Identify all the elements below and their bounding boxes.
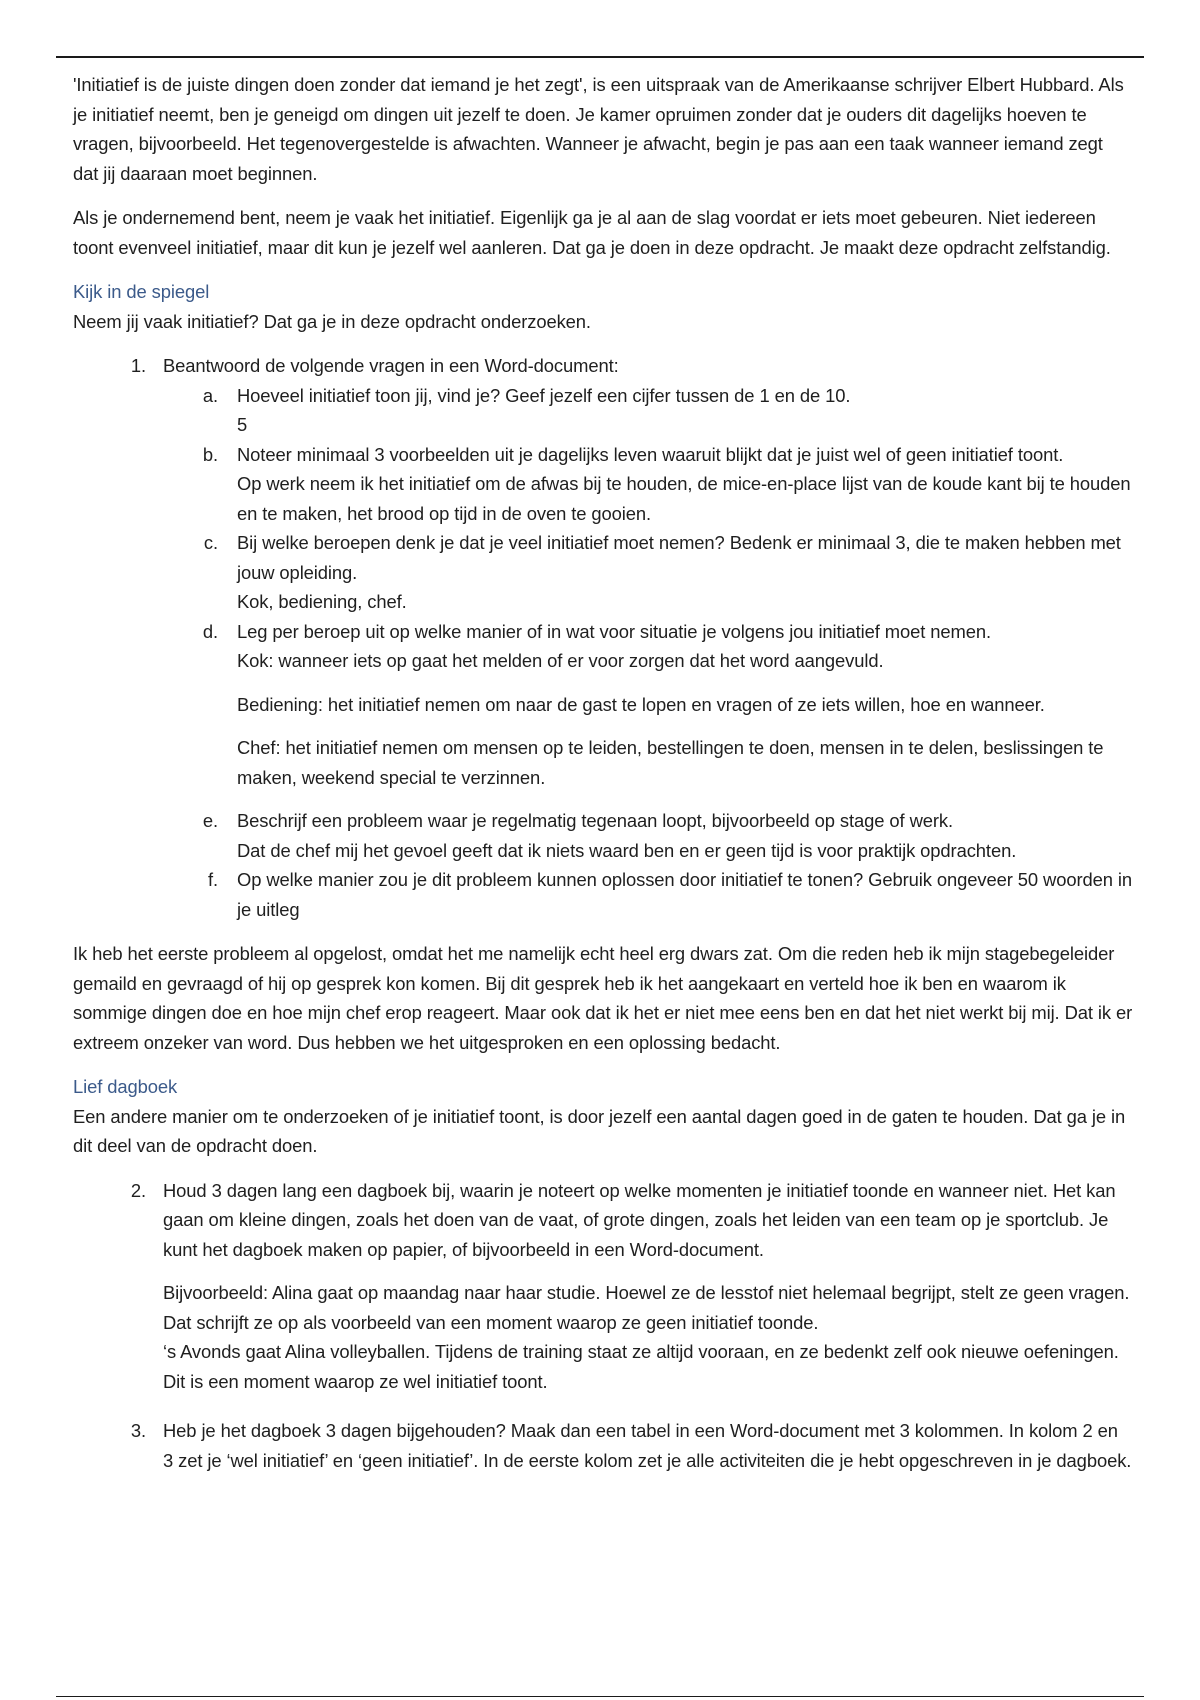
question-text: Houd 3 dagen lang een dagboek bij, waarin je noteert op welke momenten je initiatief toonde en wanneer niet. Het kan gaan om kleine dingen, zoals het doen van de vaat, of grote dingen, zoals het leiden van een team op je sportclub. Je kunt het dagboek maken op papier, of bijvoorbeeld in een Word-document. [163, 1179, 1116, 1260]
subquestion-text: Noteer minimaal 3 voorbeelden uit je dagelijks leven waaruit blijkt dat je juist wel of geen initiatief toont. [237, 443, 1064, 465]
answer-text: Op werk neem ik het initiatief om de afwas bij te houden, de mice-en-place lijst van de koude kant bij te houden en te maken, het brood op tijd in de oven te gooien. [237, 473, 1131, 524]
subquestion-label: c. [203, 532, 218, 553]
subquestion-d [73, 617, 1133, 676]
subquestion-text: Hoeveel initiatief toon jij, vind je? Geef jezelf een cijfer tussen de 1 en de 10. [237, 384, 851, 406]
answer-text: 5 [237, 414, 248, 435]
question-2 [73, 1176, 1133, 1397]
subquestion-text: Beschrijf een probleem waar je regelmatig tegenaan loopt, bijvoorbeeld op stage of werk. [237, 810, 954, 831]
answer-text: Kok, bediening, chef. [237, 591, 407, 612]
document-body [73, 70, 1133, 1475]
subquestion-label: a. [202, 384, 218, 406]
subquestion-text: Bij welke beroepen denk je dat je veel initiatief moet nemen? Bedenk er minimaal 3, die te maken hebben met jouw opleiding. [237, 532, 1121, 583]
section-intro-dagboek: Een andere manier om te onderzoeken of je initiatief toont, is door jezelf een aantal dagen goed in de gaten te houden. Dat ga je in dit deel van de opdracht doen. [73, 1105, 1126, 1156]
subquestion-label: d. [202, 620, 218, 642]
section-heading-dagboek: Lief dagboek [73, 1076, 178, 1097]
subquestion-text: Op welke manier zou je dit probleem kunnen oplossen door initiatief te tonen? Gebruik ongeveer 50 woorden in je uitleg [237, 869, 1132, 920]
question-text: Beantwoord de volgende vragen in een Word-document: [163, 355, 619, 376]
subquestion-f [73, 865, 1133, 924]
subquestion-label: b. [202, 443, 218, 465]
question-1 [73, 351, 1133, 381]
subquestion-a [73, 381, 1133, 440]
answer-text: Dat de chef mij het gevoel geeft dat ik niets waard ben en er geen tijd is voor praktijk opdrachten. [237, 839, 1017, 861]
answer-paragraph-f: Ik heb het eerste probleem al opgelost, omdat het me namelijk echt heel erg dwars zat. Om die reden heb ik mijn stagebegeleider gemaild en gevraagd of hij op gesprek kon komen. Bij dit gesprek heb ik het aangekaart en verteld hoe ik ben en waarom ik sommige dingen doe en hoe mijn chef erop reageert. Maar ook dat ik het er niet mee eens ben en dat het niet werkt bij mij. Dat ik er extreem onzeker van word. Dus hebben we het uitgesproken en een oplossing bedacht. [73, 943, 1133, 1053]
header-rule [56, 56, 1144, 58]
subquestion-label: e. [202, 810, 218, 831]
answer-block-d [218, 676, 1133, 793]
intro-paragraph-1: 'Initiatief is de juiste dingen doen zonder dat iemand je het zegt', is een uitspraak van de Amerikaanse schrijver Elbert Hubbard. Als je initiatief neemt, ben je geneigd om dingen uit jezelf te doen. Je kamer opruimen zonder dat je ouders dit dagelijks hoeven te vragen, bijvoorbeeld. Het tegenovergestelde is afwachten. Wanneer je afwacht, begin je pas aan een taak wanneer iemand zegt dat jij daaraan moet beginnen. [73, 74, 1124, 184]
section-intro-spiegel: Neem jij vaak initiatief? Dat ga je in deze opdracht onderzoeken. [73, 310, 591, 332]
example-text: Bijvoorbeeld: Alina gaat op maandag naar haar studie. Hoewel ze de lesstof niet helemaal begrijpt, stelt ze geen vragen. Dat schrijft ze op als voorbeeld van een moment waarop ze geen initiatief toonde. [163, 1282, 1130, 1333]
answer-text: Chef: het initiatief nemen om mensen op te leiden, bestellingen te doen, mensen in te delen, beslissingen te maken, weekend special te verzinnen. [237, 737, 1104, 788]
question-number: 1. [130, 355, 146, 376]
subquestion-text: Leg per beroep uit op welke manier of in wat voor situatie je volgens jou initiatief moet nemen. [237, 620, 992, 642]
subquestion-e [73, 806, 1133, 865]
answer-text: Bediening: het initiatief nemen om naar de gast te lopen en vragen of ze iets willen, hoe en wanneer. [237, 693, 1045, 715]
intro-paragraph-2: Als je ondernemend bent, neem je vaak het initiatief. Eigenlijk ga je al aan de slag voordat er iets moet gebeuren. Niet iedereen toont evenveel initiatief, maar dit kun je jezelf wel aanleren. Dat ga je doen in deze opdracht. Je maakt deze opdracht zelfstandig. [73, 207, 1111, 258]
subquestion-b [73, 440, 1133, 529]
question-3 [73, 1416, 1133, 1475]
question-number: 2. [130, 1179, 146, 1201]
subquestion-label: f. [207, 869, 218, 890]
section-heading-spiegel: Kijk in de spiegel [73, 281, 210, 302]
subquestion-c [73, 528, 1133, 617]
question-number: 3. [130, 1420, 146, 1441]
answer-text: Kok: wanneer iets op gaat het melden of er voor zorgen dat het word aangevuld. [237, 650, 884, 671]
footer-rule [56, 1696, 1144, 1697]
question-text: Heb je het dagboek 3 dagen bijgehouden? Maak dan een tabel in een Word-document met 3 kolommen. In kolom 2 en 3 zet je ‘wel initiatief’ en ‘geen initiatief’. In de eerste kolom zet je alle activiteiten die je hebt opgeschreven in je dagboek. [163, 1420, 1132, 1471]
example-text: ‘s Avonds gaat Alina volleyballen. Tijdens de training staat ze altijd vooraan, en ze bedenkt zelf ook nieuwe oefeningen. Dit is een moment waarop ze wel initiatief toont. [163, 1341, 1119, 1392]
